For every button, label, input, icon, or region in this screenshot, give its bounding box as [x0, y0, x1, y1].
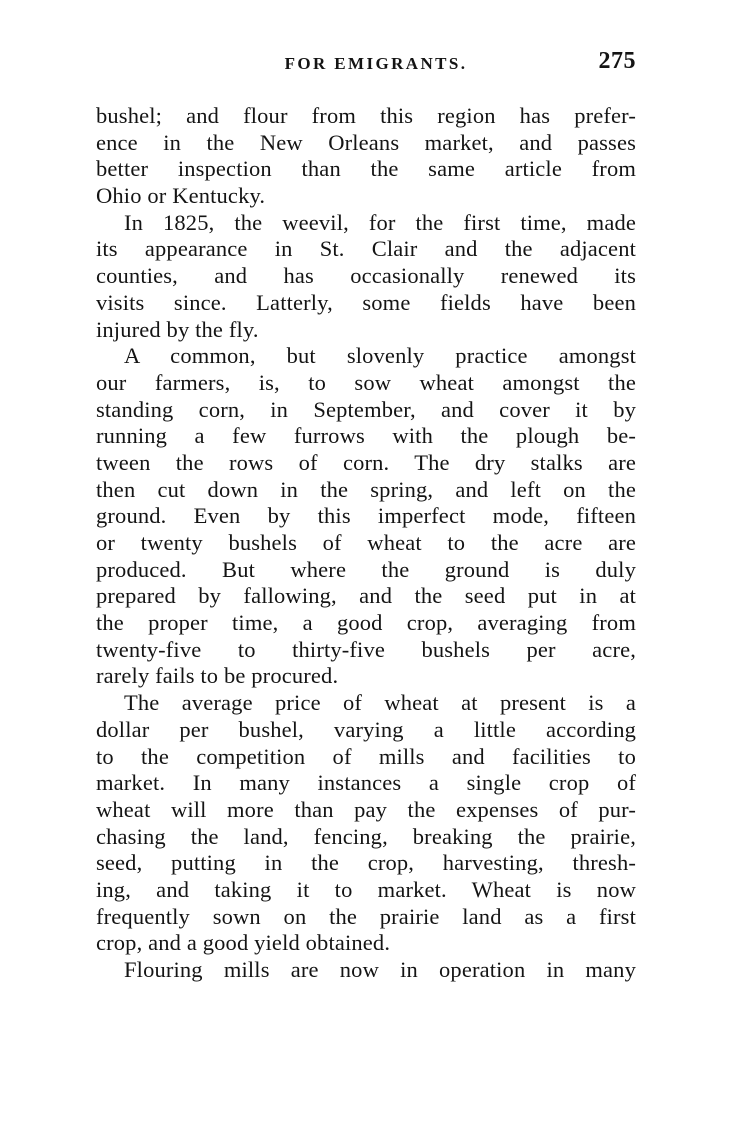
- text-line: prepared by fallowing, and the seed put in at: [96, 583, 636, 609]
- text-line: the proper time, a good crop, averaging from: [96, 610, 636, 636]
- text-line: standing corn, in September, and cover it by: [96, 396, 636, 422]
- text-line: twenty-five to thirty-five bushels per acre,: [96, 636, 636, 662]
- text-line: tween the rows of corn. The dry stalks are: [96, 449, 636, 475]
- text-line: or twenty bushels of wheat to the acre are: [96, 530, 636, 555]
- text-line: better inspection than the same article from: [96, 156, 636, 182]
- page-number: 275: [598, 48, 636, 74]
- text-line: our farmers, is, to sow wheat amongst the: [96, 369, 636, 395]
- text-line: chasing the land, fencing, breaking the prairie,: [96, 823, 636, 849]
- text-line: injured by the fly.: [96, 316, 259, 342]
- text-line: running a few furrows with the plough be-: [96, 423, 636, 449]
- text-line: rarely fails to be procured.: [96, 663, 339, 689]
- text-line: its appearance in St. Clair and the adjacent: [96, 236, 636, 262]
- text-line: produced. But where the ground is duly: [96, 556, 636, 582]
- text-line: wheat will more than pay the expenses of pur-: [96, 796, 636, 822]
- text-line: crop, and a good yield obtained.: [96, 930, 391, 956]
- text-line: The average price of wheat at present is a: [124, 690, 636, 716]
- text-line: In 1825, the weevil, for the first time, made: [124, 209, 636, 235]
- text-line: ing, and taking it to market. Wheat is now: [96, 876, 636, 902]
- text-line: dollar per bushel, varying a little according: [96, 716, 636, 742]
- body-text: [96, 103, 636, 984]
- text-line: ence in the New Orleans market, and passes: [96, 129, 636, 155]
- text-line: then cut down in the spring, and left on the: [96, 476, 636, 502]
- running-title: FOR EMIGRANTS.: [284, 54, 468, 73]
- text-line: bushel; and flour from this region has prefer-: [96, 103, 636, 128]
- text-line: counties, and has occasionally renewed its: [96, 263, 636, 289]
- text-line: market. In many instances a single crop of: [96, 770, 636, 796]
- text-line: A common, but slovenly practice amongst: [124, 343, 636, 369]
- text-line: seed, putting in the crop, harvesting, thresh-: [96, 850, 636, 876]
- text-line: to the competition of mills and facilities to: [96, 743, 636, 769]
- text-line: Flouring mills are now in operation in many: [124, 957, 636, 982]
- text-line: ground. Even by this imperfect mode, fifteen: [96, 503, 636, 529]
- running-header: [96, 48, 636, 78]
- text-line: visits since. Latterly, some fields have been: [96, 289, 636, 315]
- text-line: frequently sown on the prairie land as a first: [96, 903, 636, 929]
- text-line: Ohio or Kentucky.: [96, 183, 266, 209]
